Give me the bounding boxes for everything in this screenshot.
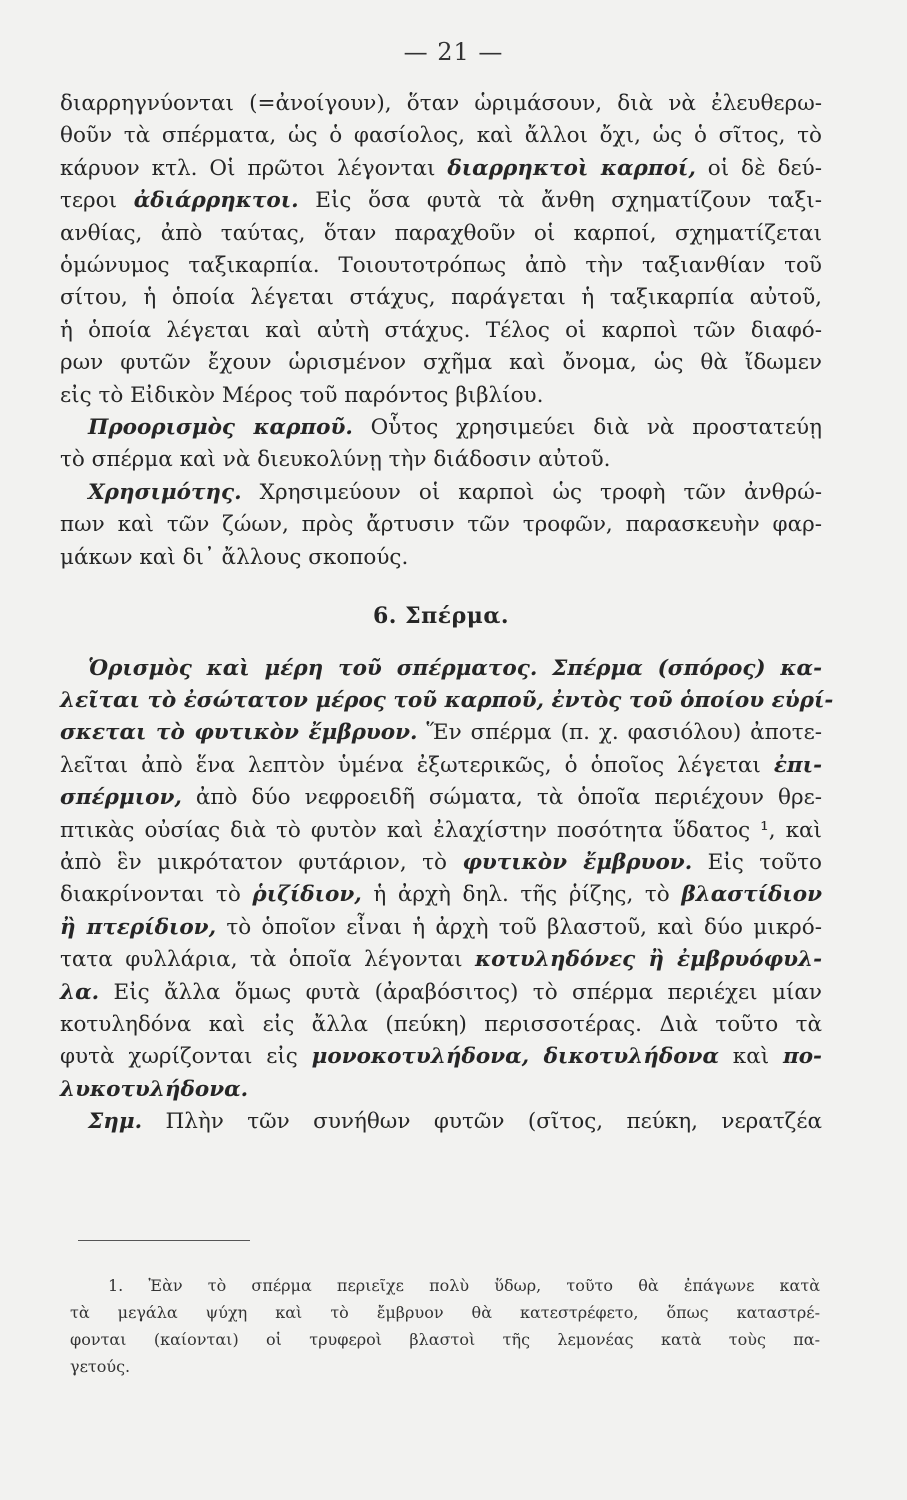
paragraph-heading: Χρησιμότης. xyxy=(88,479,242,505)
text-line: τατα φυλλάρια, τὰ ὁποῖα λέγονται κοτυληδόνες ἢ ἐμβρυόφυλ- xyxy=(60,947,823,973)
text-line: λα. Εἰς ἄλλα ὅμως φυτὰ (ἀραβόσιτος) τὸ σπέρμα περιέχει μίαν xyxy=(60,979,822,1005)
text-line: λεῖται τὸ ἐσώτατον μέρος τοῦ καρποῦ, ἐντὸς τοῦ ὁποίου εὑρί- xyxy=(60,687,834,713)
text-line: κοτυληδόνα καὶ εἰς ἄλλα (πεύκη) περισσοτέρας. Διὰ τοῦτο τὰ xyxy=(60,1011,822,1037)
text-line: διαρρηγνύονται (=ἀνοίγουν), ὅταν ὡριμάσουν, διὰ νὰ ἐλευθερω- xyxy=(60,91,822,116)
text-line: λεῖται ἀπὸ ἕνα λεπτὸν ὑμένα ἐξωτερικῶς, ὁ ὁποῖος λέγεται ἐπι- xyxy=(60,752,822,778)
footnote-line: φονται (καίονται) οἱ τρυφεροὶ βλαστοὶ τῆς λεμονέας κατὰ τοὺς πα- xyxy=(70,1330,820,1349)
paragraph-heading: Προορισμὸς καρποῦ. xyxy=(88,415,353,441)
text-line: Ὁρισμὸς καὶ μέρη τοῦ σπέρματος. Σπέρμα (σπόρος) κα- xyxy=(88,655,822,681)
text-line: φυτὰ χωρίζονται εἰς μονοκοτυλήδονα, δικοτυλήδονα καὶ πο- xyxy=(60,1044,822,1070)
text-line: διακρίνονται τὸ ῥιζίδιον, ἡ ἀρχὴ δηλ. τῆς ῥίζης, τὸ βλαστίδιον xyxy=(60,882,822,908)
text-line: Σημ. Πλὴν τῶν συνήθων φυτῶν (σῖτος, πεύκη, νερατζέα xyxy=(88,1109,822,1135)
page-number: — 21 — xyxy=(403,38,504,66)
text-line: μάκων καὶ δι᾽ ἄλλους σκοπούς. xyxy=(60,544,409,570)
text-line: ὁμώνυμος ταξικαρπία. Τοιουτοτρόπως ἀπὸ τὴν ταξιανθίαν τοῦ xyxy=(60,253,822,279)
text-line: εἰς τὸ Εἰδικὸν Μέρος τοῦ παρόντος βιβλίου. xyxy=(60,382,544,408)
footnote-line: τὰ μεγάλα ψύχη καὶ τὸ ἔμβρυον θὰ κατεστρέφετο, ὅπως καταστρέ- xyxy=(70,1303,820,1322)
text-line: ἡ ὁποία λέγεται καὶ αὐτὴ στάχυς. Τέλος οἱ καρποὶ τῶν διαφό- xyxy=(60,317,822,343)
text-line: σπέρμιον, ἀπὸ δύο νεφροειδῆ σώματα, τὰ ὁποῖα περιέχουν θρε- xyxy=(60,785,822,811)
text-line: ἢ πτερίδιον, τὸ ὁποῖον εἶναι ἡ ἀρχὴ τοῦ βλαστοῦ, καὶ δύο μικρό- xyxy=(60,914,822,940)
text-line: πτικὰς οὐσίας διὰ τὸ φυτὸν καὶ ἐλαχίστην ποσότητα ὕδατος ¹, καὶ xyxy=(60,817,822,843)
term-indehiscent: ἀδιάρρηκτοι. xyxy=(133,188,299,214)
footnote xyxy=(70,1272,820,1380)
term-dehiscent-fruits: διαρρηκτοὶ καρποί, xyxy=(447,155,696,181)
text-line: τὸ σπέρμα καὶ νὰ διευκολύνῃ τὴν διάδοσιν αὐτοῦ. xyxy=(60,447,611,473)
paragraph-fruit-purpose xyxy=(60,412,822,477)
footnote-line: γετούς. xyxy=(70,1357,131,1376)
paragraph-seed-definition xyxy=(60,653,834,1107)
text-line: πων καὶ τῶν ζώων, πρὸς ἄρτυσιν τῶν τροφῶν, παρασκευὴν φαρ- xyxy=(60,512,822,538)
paragraph-fruit-types xyxy=(60,88,822,412)
footnote-divider xyxy=(78,1240,250,1241)
paragraph-fruit-usefulness xyxy=(60,477,822,574)
paragraph-note xyxy=(60,1106,822,1138)
text-line: Χρησιμότης. Χρησιμεύουν οἱ καρποὶ ὡς τροφὴ τῶν ἀνθρώ- xyxy=(88,479,822,505)
section-title: 6. Σπέρμα. xyxy=(373,603,509,630)
body-text xyxy=(60,88,834,1139)
text-line: τεροι ἀδιάρρηκτοι. Εἰς ὅσα φυτὰ τὰ ἄνθη σχηματίζουν ταξι- xyxy=(60,188,822,214)
text-line: Προορισμὸς καρποῦ. Οὗτος χρησιμεύει διὰ νὰ προστατεύῃ xyxy=(88,415,823,441)
text-line: σκεται τὸ φυτικὸν ἔμβρυον. Ἕν σπέρμα (π. χ. φασιόλου) ἀποτε- xyxy=(60,720,822,746)
text-line: θοῦν τὰ σπέρματα, ὡς ὁ φασίολος, καὶ ἄλλοι ὄχι, ὡς ὁ σῖτος, τὸ xyxy=(60,123,822,149)
text-line: σίτου, ἡ ὁποία λέγεται στάχυς, παράγεται ἡ ταξικαρπία αὐτοῦ, xyxy=(60,285,822,311)
text-line: ρων φυτῶν ἔχουν ὡρισμένον σχῆμα καὶ ὄνομα, ὡς θὰ ἴδωμεν xyxy=(60,350,822,376)
text-line: λυκοτυλήδονα. xyxy=(60,1076,249,1102)
footnote-line: 1. Ἐὰν τὸ σπέρμα περιεῖχε πολὺ ὕδωρ, τοῦτο θὰ ἐπάγωνε κατὰ xyxy=(108,1276,820,1295)
text-line: ανθίας, ἀπὸ ταύτας, ὅταν παραχθοῦν οἱ καρποί, σχηματίζεται xyxy=(60,220,822,246)
text-line: ἀπὸ ἓν μικρότατον φυτάριον, τὸ φυτικὸν ἔμβρυον. Εἰς τοῦτο xyxy=(60,849,822,875)
text-line: κάρυον κτλ. Οἱ πρῶτοι λέγονται διαρρηκτοὶ καρποί, οἱ δὲ δεύ- xyxy=(60,155,822,181)
paragraph-heading: Σημ. xyxy=(88,1109,143,1135)
